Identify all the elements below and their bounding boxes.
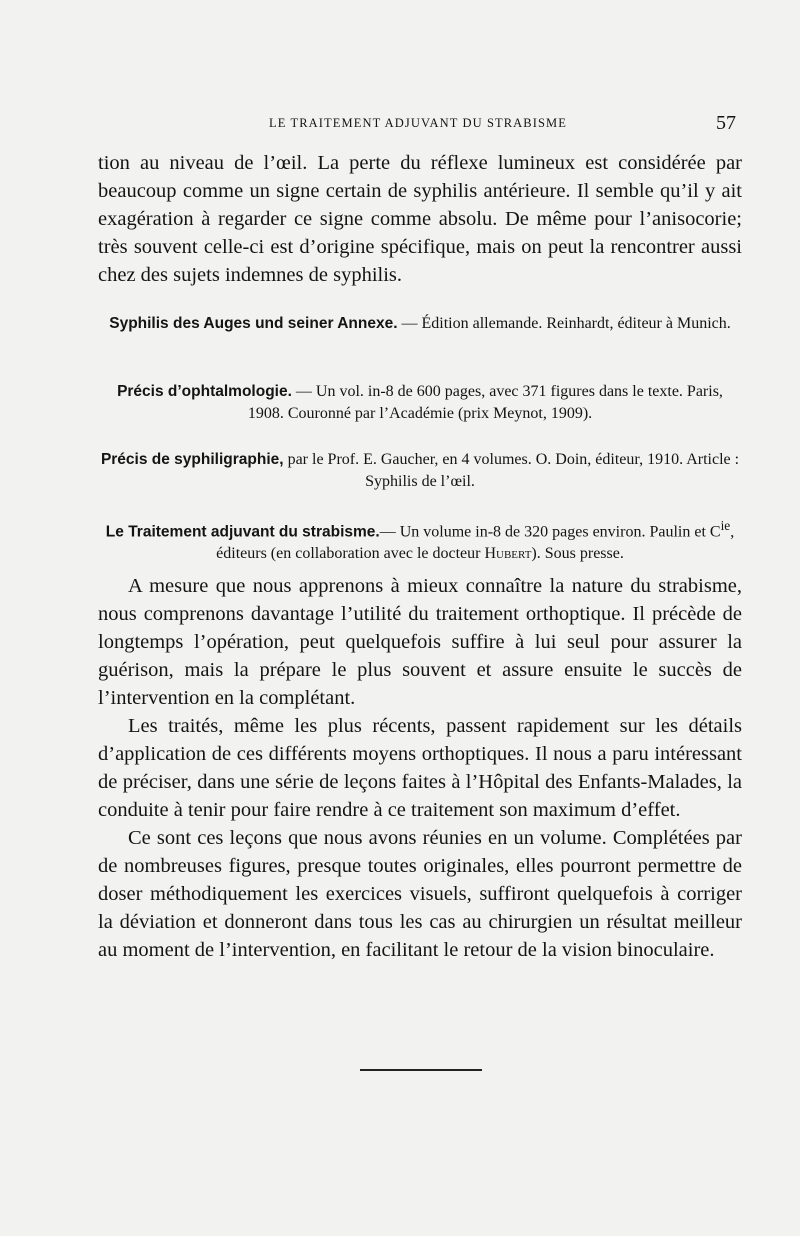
bibliography-title: Le Traitement adjuvant du strabisme.	[105, 523, 380, 541]
bibliography-separator: —	[397, 315, 422, 332]
bibliography-entry	[98, 449, 742, 493]
bibliography-details: Édition allemande. Reinhardt, éditeur à Munich.	[421, 315, 731, 332]
bibliography-entry	[98, 515, 742, 565]
main-text-block	[98, 572, 742, 964]
bibliography-details-cont: , éditeurs (en collaboration avec le docteur	[216, 523, 735, 563]
bibliography-separator: —	[291, 383, 316, 400]
bibliography-title: Précis de syphiligraphie,	[100, 451, 284, 468]
intro-paragraph: tion au niveau de l’œil. La perte du réflexe lumineux est considérée par beaucoup comme un signe certain de syphilis antérieure. Il semble qu’il y ait exagération à regarder ce signe comme absolu. De même pour l’anisocorie; très souvent celle-ci est d’origine spécifique, mais on peut la rencontrer aussi chez des sujets indemnes de syphilis.	[98, 152, 742, 286]
bibliography-entry	[98, 313, 742, 335]
bibliography-entry	[98, 381, 742, 425]
bibliography-details-end: ). Sous presse.	[531, 545, 624, 563]
body-paragraph: A mesure que nous apprenons à mieux connaître la nature du strabisme, nous comprenons davantage l’utilité du traitement orthoptique. Il précède de longtemps l’opération, peut quelquefois suffire à lui seul pour assurer la guérison, mais la prépare le plus souvent et assure ensuite le succès de l’intervention en la complétant.	[98, 575, 742, 709]
body-paragraph: Ce sont ces leçons que nous avons réunies en un volume. Complétées par de nombreuses figures, presque toutes originales, elles pourront permettre de doser méthodiquement les exercices visuels, suffiront quelquefois à corriger la déviation et donneront dans tous les cas au chirurgien un résultat meilleur au moment de l’intervention, en facilitant le retour de la vision binoculaire.	[98, 827, 742, 961]
section-divider	[360, 1069, 482, 1071]
bibliography-details: Un vol. in-8 de 600 pages, avec 371 figures dans le texte. Paris, 1908. Couronné par l’Académie (prix Meynot, 1909).	[247, 383, 723, 422]
bibliography-title: Syphilis des Auges und seiner Annexe.	[109, 315, 398, 332]
bibliography-details: Un volume in-8 de 320 pages environ. Paulin et C	[399, 523, 721, 541]
running-title: LE TRAITEMENT ADJUVANT DU STRABISME	[268, 116, 567, 130]
intro-text-block	[98, 149, 742, 289]
author-name: Hubert	[484, 545, 532, 563]
body-paragraph: Les traités, même les plus récents, passent rapidement sur les détails d’application de ces différents moyens orthoptiques. Il nous a paru intéressant de préciser, dans une série de leçons faites à l’Hôpital des Enfants-Malades, la conduite à tenir pour faire rendre à ce traitement son maximum d’effet.	[98, 715, 742, 821]
bibliography-separator: —	[379, 523, 400, 541]
bibliography-title: Précis d’ophtalmologie.	[117, 383, 292, 400]
bibliography-superscript: ie	[720, 518, 731, 533]
bibliography-details: par le Prof. E. Gaucher, en 4 volumes. O. Doin, éditeur, 1910. Article : Syphilis de l’œil.	[287, 451, 740, 490]
running-head	[98, 114, 742, 134]
page-number: 57	[716, 112, 736, 134]
